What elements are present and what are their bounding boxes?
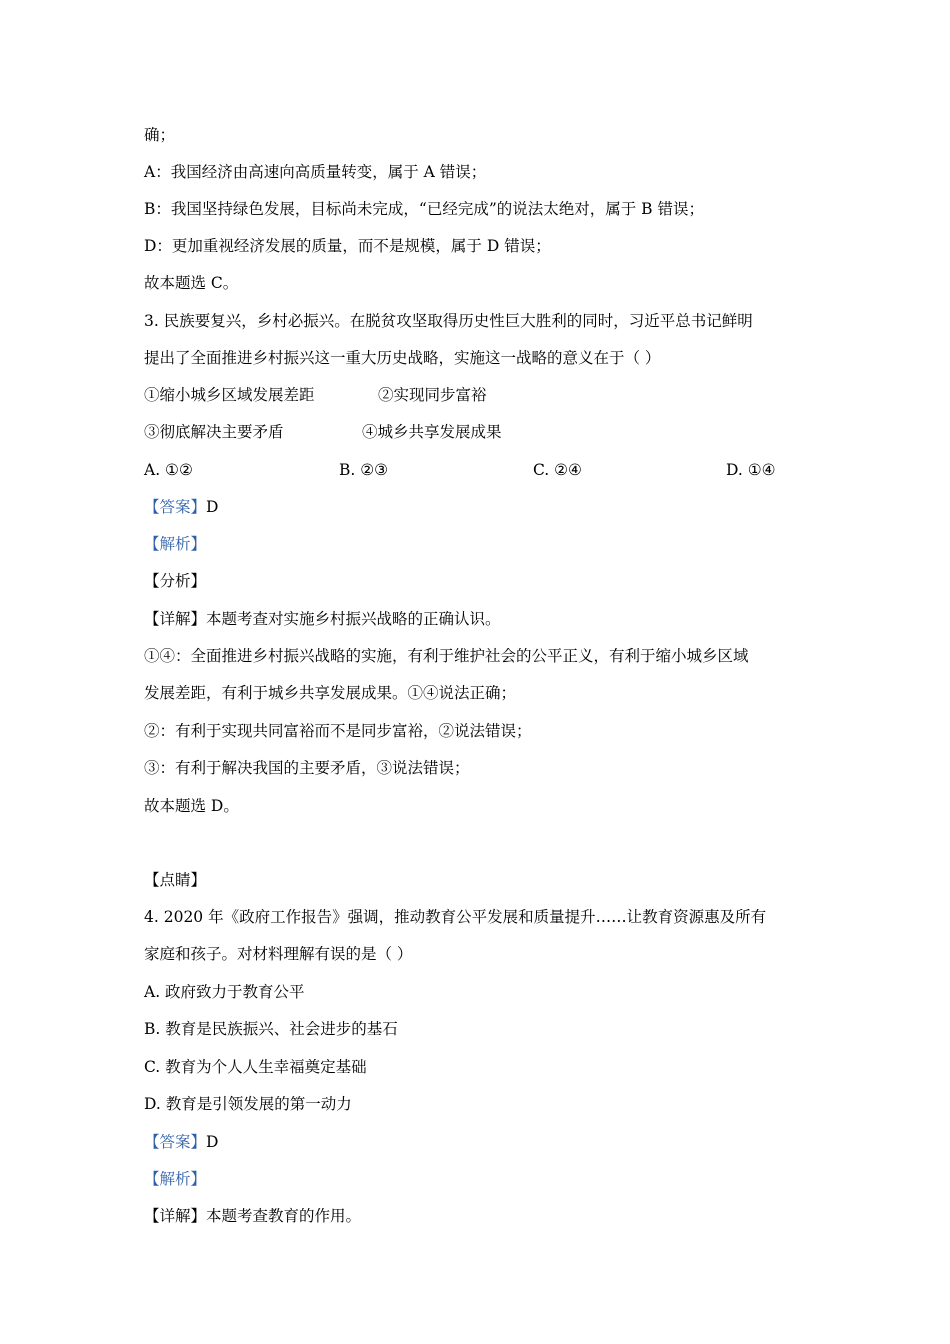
q4-option-d: D. 教育是引领发展的第一动力 [144, 1095, 352, 1113]
q4-option-c: C. 教育为个人人生幸福奠定基础 [144, 1058, 367, 1076]
q3-option-c: C. ②④ [533, 461, 582, 479]
q3-answer [144, 496, 218, 518]
q3-item-2: ②实现同步富裕 [378, 386, 487, 404]
q3-analysis-tag: 【解析】 [144, 535, 207, 553]
question-4-stem-cont: 家庭和孩子。对材料理解有误的是（ ） [144, 945, 413, 963]
q4-answer [144, 1131, 218, 1153]
text-line: 故本题选 C。 [144, 274, 239, 292]
q3-item-4: ④城乡共享发展成果 [362, 423, 502, 441]
detail-text: 本题考查教育的作用。 [206, 1207, 362, 1225]
q4-analysis-tag: 【解析】 [144, 1170, 207, 1188]
q3-detail [144, 608, 501, 630]
q3-explanation-1-cont: 发展差距，有利于城乡共享发展成果。①④说法正确； [144, 684, 517, 702]
q3-option-d: D. ①④ [726, 461, 776, 479]
text-line: 确； [144, 126, 176, 144]
answer-value: D [206, 498, 219, 516]
q3-explanation-3: ③：有利于解决我国的主要矛盾，③说法错误； [144, 759, 470, 777]
detail-text: 本题考查对实施乡村振兴战略的正确认识。 [206, 610, 501, 628]
question-4-stem: 4. 2020 年《政府工作报告》强调，推动教育公平发展和质量提升……让教育资源惠及所有 [144, 908, 767, 926]
q3-explanation-1: ①④：全面推进乡村振兴战略的实施，有利于维护社会的公平正义，有利于缩小城乡区域 [144, 647, 749, 665]
q3-dianjing-tag: 【点睛】 [144, 871, 207, 889]
q3-item-1: ①缩小城乡区域发展差距 [144, 386, 315, 404]
q4-option-a: A. 政府致力于教育公平 [144, 983, 305, 1001]
text-line: B：我国坚持绿色发展，目标尚未完成，“已经完成”的说法太绝对，属于 B 错误； [144, 200, 704, 218]
text-line: A：我国经济由高速向高质量转变，属于 A 错误； [144, 163, 487, 181]
answer-value: D [206, 1133, 219, 1151]
q4-detail [144, 1205, 361, 1227]
detail-tag: 【详解】 [144, 610, 207, 628]
answer-tag: 【答案】 [144, 1133, 207, 1151]
q3-conclusion: 故本题选 D。 [144, 797, 239, 815]
q3-fenxi-tag: 【分析】 [144, 572, 207, 590]
q4-option-b: B. 教育是民族振兴、社会进步的基石 [144, 1020, 398, 1038]
answer-tag: 【答案】 [144, 498, 207, 516]
q3-explanation-2: ②：有利于实现共同富裕而不是同步富裕，②说法错误； [144, 722, 532, 740]
q3-item-3: ③彻底解决主要矛盾 [144, 423, 284, 441]
question-3-stem-cont: 提出了全面推进乡村振兴这一重大历史战略，实施这一战略的意义在于（ ） [144, 349, 661, 367]
q3-option-a: A. ①② [144, 461, 193, 479]
q3-option-b: B. ②③ [339, 461, 389, 479]
text-line: D：更加重视经济发展的质量，而不是规模，属于 D 错误； [144, 237, 551, 255]
question-3-stem: 3. 民族要复兴，乡村必振兴。在脱贫攻坚取得历史性巨大胜利的同时，习近平总书记鲜明 [144, 312, 753, 330]
detail-tag: 【详解】 [144, 1207, 207, 1225]
